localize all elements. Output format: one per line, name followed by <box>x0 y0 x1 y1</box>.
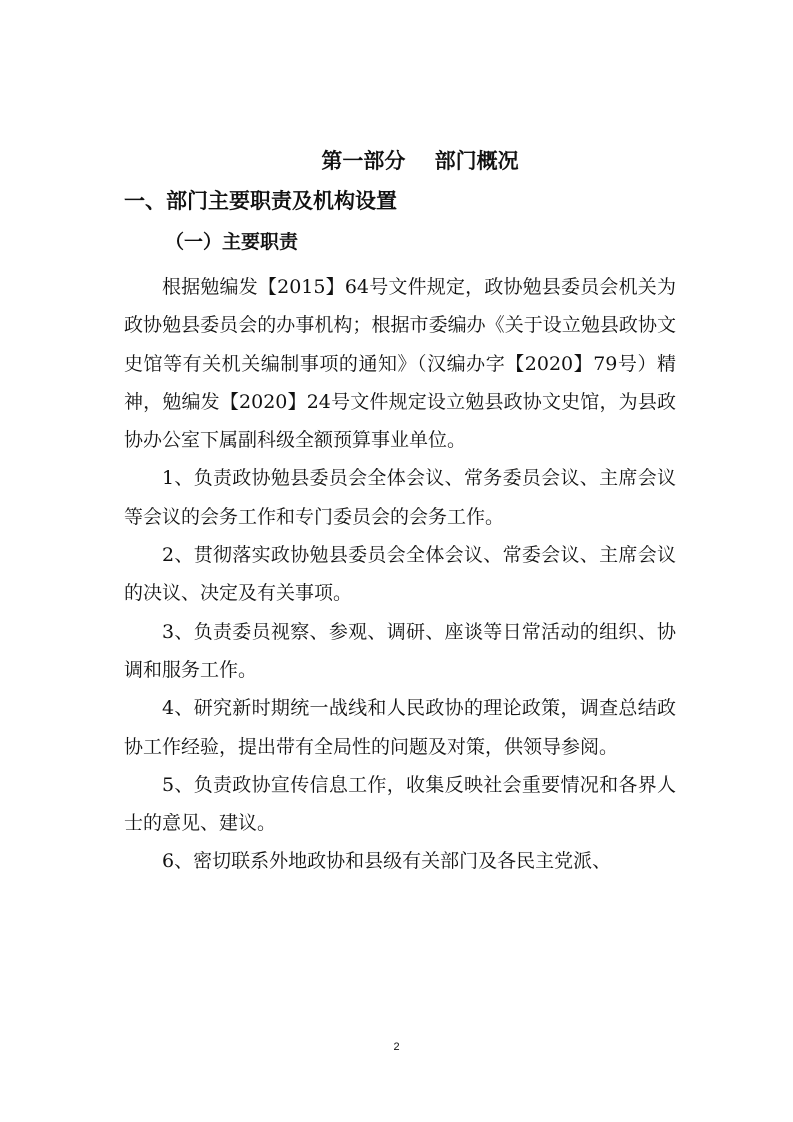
paragraph-duty-1: 1、负责政协勉县委员会全体会议、常务委员会议、主席会议等会议的会务工作和专门委员会的会务工作。 <box>124 467 676 528</box>
section-heading: 一、部门主要职责及机构设置 <box>124 189 397 213</box>
paragraph-duty-3: 3、负责委员视察、参观、调研、座谈等日常活动的组织、协调和服务工作。 <box>124 620 676 681</box>
page-number: 2 <box>393 1041 400 1053</box>
body-text <box>124 268 676 881</box>
part-title: 第一部分 部门概况 <box>321 149 519 173</box>
paragraph-duty-5: 5、负责政协宣传信息工作，收集反映社会重要情况和各界人士的意见、建议。 <box>124 773 676 835</box>
paragraph-mandate: 根据勉编发【2015】64号文件规定，政协勉县委员会机关为政协勉县委员会的办事机构；根据市委编办《关于设立勉县政协文史馆等有关机关编制事项的通知》（汉编办字【2020】79号）精神，勉编发【2020】24号文件规定设立勉县政协文史馆，为县政协办公室下属副科级全额预算事业单位。 <box>124 276 676 452</box>
sub-heading: （一）主要职责 <box>165 231 299 253</box>
paragraph-duty-2: 2、贯彻落实政协勉县委员会全体会议、常委会议、主席会议的决议、决定及有关事项。 <box>124 544 676 605</box>
paragraph-duty-4: 4、研究新时期统一战线和人民政协的理论政策，调查总结政协工作经验，提出带有全局性的问题及对策，供领导参阅。 <box>124 697 676 758</box>
paragraph-duty-6: 6、密切联系外地政协和县级有关部门及各民主党派、 <box>162 850 612 873</box>
